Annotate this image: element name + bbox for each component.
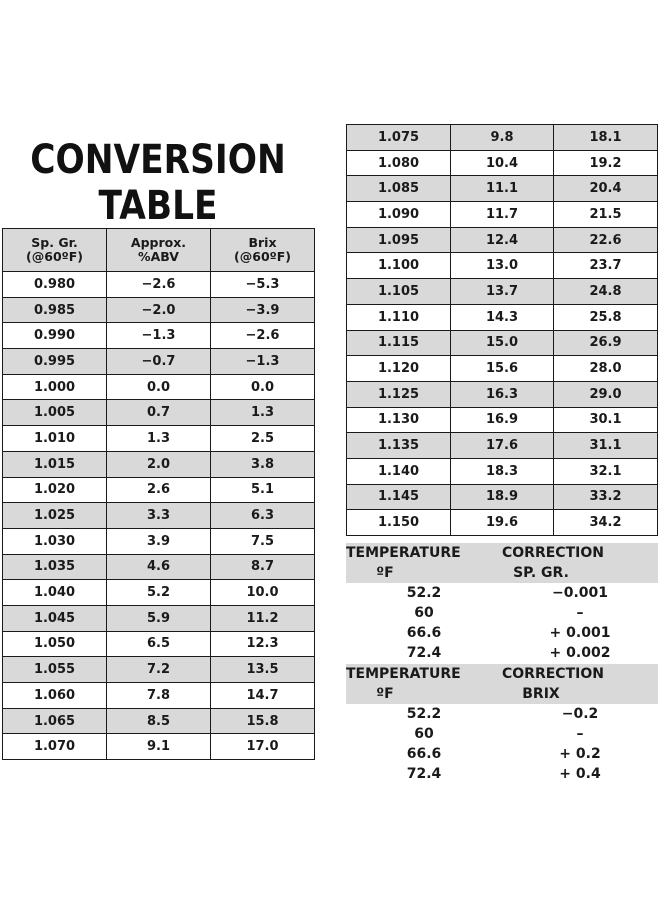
sp-gr-cell: 1.110	[347, 304, 451, 330]
table-row	[347, 510, 658, 536]
sp-gr-cell: 0.995	[3, 349, 107, 375]
abv-cell: 9.1	[107, 734, 211, 760]
table-row	[3, 374, 315, 400]
brix-cell: 30.1	[554, 407, 658, 433]
table-row	[347, 330, 658, 356]
sp-gr-cell: 1.080	[347, 150, 451, 176]
table-row	[347, 356, 658, 382]
correction-header-cell	[502, 664, 658, 704]
abv-cell: 0.0	[107, 374, 211, 400]
correction-value: –	[576, 605, 584, 621]
page-title-line2: TABLE	[98, 183, 218, 229]
abv-cell: 14.3	[451, 304, 554, 330]
abv-cell: 12.4	[451, 227, 554, 253]
sp-gr-cell: 1.140	[347, 458, 451, 484]
table-row	[3, 349, 315, 375]
table-row	[347, 407, 658, 433]
sp-gr-cell: 1.045	[3, 605, 107, 631]
table-row	[347, 458, 658, 484]
table-row	[347, 381, 658, 407]
table-row	[3, 297, 315, 323]
table-row	[3, 554, 315, 580]
brix-cell: 2.5	[211, 426, 315, 452]
abv-cell: 18.9	[451, 484, 554, 510]
abv-cell: 18.3	[451, 458, 554, 484]
temperature-value: 60	[414, 605, 434, 621]
table-row	[3, 683, 315, 709]
brix-cell: 7.5	[211, 528, 315, 554]
correction-value: –	[576, 726, 584, 742]
header-label: %ABV	[138, 249, 179, 264]
table-row	[3, 323, 315, 349]
table-row	[3, 528, 315, 554]
temperature-header	[346, 664, 502, 704]
abv-cell: 6.5	[107, 631, 211, 657]
table-row	[3, 426, 315, 452]
abv-cell: 10.4	[451, 150, 554, 176]
abv-cell: 1.3	[107, 426, 211, 452]
abv-cell: 16.9	[451, 407, 554, 433]
brix-cell: 32.1	[554, 458, 658, 484]
brix-cell: 10.0	[211, 580, 315, 606]
abv-cell: 11.7	[451, 202, 554, 228]
sp-gr-cell: 1.100	[347, 253, 451, 279]
correction-value: + 0.2	[559, 746, 601, 762]
correction-value: −0.2	[561, 706, 599, 722]
brix-cell: 25.8	[554, 304, 658, 330]
abv-cell: −2.0	[107, 297, 211, 323]
correction-row	[346, 704, 658, 724]
sp-gr-cell: 1.005	[3, 400, 107, 426]
table-row	[347, 125, 658, 151]
sp-gr-cell: 1.060	[3, 683, 107, 709]
brix-cell: 1.3	[211, 400, 315, 426]
temperature-value: 52.2	[406, 585, 442, 601]
sp-gr-cell: 1.040	[3, 580, 107, 606]
correction-row	[346, 623, 658, 643]
table-row	[347, 279, 658, 305]
brix-cell: −3.9	[211, 297, 315, 323]
conversion-table-right	[346, 124, 658, 536]
abv-cell: 3.3	[107, 503, 211, 529]
temperature-value: 66.6	[406, 625, 442, 641]
abv-cell: 15.6	[451, 356, 554, 382]
abv-cell: 11.1	[451, 176, 554, 202]
table-row	[3, 657, 315, 683]
table-row	[3, 631, 315, 657]
header-sp-gr	[3, 229, 107, 272]
brix-cell: 28.0	[554, 356, 658, 382]
abv-cell: 9.8	[451, 125, 554, 151]
brix-cell: 20.4	[554, 176, 658, 202]
table-row	[3, 734, 315, 760]
header-label: Approx.	[130, 235, 187, 250]
brix-cell: 11.2	[211, 605, 315, 631]
table-row	[347, 484, 658, 510]
brix-cell: 29.0	[554, 381, 658, 407]
temperature-value: 52.2	[406, 706, 442, 722]
brix-cell: 12.3	[211, 631, 315, 657]
sp-gr-cell: 1.085	[347, 176, 451, 202]
sp-gr-cell: 0.985	[3, 297, 107, 323]
table-row	[347, 253, 658, 279]
table-row	[3, 580, 315, 606]
brix-cell: 5.1	[211, 477, 315, 503]
sp-gr-cell: 1.035	[3, 554, 107, 580]
abv-cell: 8.5	[107, 708, 211, 734]
header-label: ºF	[376, 686, 394, 702]
header-label: TEMPERATURE	[346, 666, 461, 682]
sp-gr-cell: 1.130	[347, 407, 451, 433]
brix-cell: 19.2	[554, 150, 658, 176]
abv-cell: 13.7	[451, 279, 554, 305]
table-row	[347, 202, 658, 228]
brix-cell: 22.6	[554, 227, 658, 253]
correction-header	[346, 543, 658, 583]
brix-cell: −5.3	[211, 272, 315, 298]
temperature-correction-brix	[346, 664, 658, 784]
abv-cell: 5.9	[107, 605, 211, 631]
sp-gr-cell: 1.000	[3, 374, 107, 400]
sp-gr-cell: 1.125	[347, 381, 451, 407]
abv-cell: 17.6	[451, 433, 554, 459]
abv-cell: 2.0	[107, 451, 211, 477]
header-label: CORRECTION	[502, 666, 604, 682]
abv-cell: −2.6	[107, 272, 211, 298]
brix-cell: −2.6	[211, 323, 315, 349]
temperature-value: 72.4	[406, 766, 442, 782]
sp-gr-cell: 1.050	[3, 631, 107, 657]
abv-cell: 5.2	[107, 580, 211, 606]
abv-cell: −0.7	[107, 349, 211, 375]
abv-cell: 16.3	[451, 381, 554, 407]
sp-gr-cell: 1.090	[347, 202, 451, 228]
sp-gr-cell: 1.075	[347, 125, 451, 151]
sp-gr-cell: 0.980	[3, 272, 107, 298]
correction-row	[346, 603, 658, 623]
brix-cell: 23.7	[554, 253, 658, 279]
sp-gr-cell: 1.145	[347, 484, 451, 510]
header-label: TEMPERATURE	[346, 545, 461, 561]
abv-cell: 19.6	[451, 510, 554, 536]
temperature-value: 72.4	[406, 645, 442, 661]
sp-gr-cell: 1.025	[3, 503, 107, 529]
temperature-correction-sg	[346, 543, 658, 663]
abv-cell: 13.0	[451, 253, 554, 279]
table-row	[347, 176, 658, 202]
brix-cell: −1.3	[211, 349, 315, 375]
correction-row	[346, 583, 658, 603]
temperature-value: 66.6	[406, 746, 442, 762]
brix-cell: 6.3	[211, 503, 315, 529]
sp-gr-cell: 0.990	[3, 323, 107, 349]
sp-gr-cell: 1.010	[3, 426, 107, 452]
header-brix	[211, 229, 315, 272]
sp-gr-cell: 1.095	[347, 227, 451, 253]
sp-gr-cell: 1.015	[3, 451, 107, 477]
brix-cell: 13.5	[211, 657, 315, 683]
table-row	[3, 400, 315, 426]
abv-cell: 2.6	[107, 477, 211, 503]
brix-cell: 3.8	[211, 451, 315, 477]
brix-cell: 14.7	[211, 683, 315, 709]
table-row	[347, 150, 658, 176]
correction-row	[346, 724, 658, 744]
header-label: ºF	[376, 565, 394, 581]
header-label: (@60ºF)	[26, 249, 83, 264]
abv-cell: −1.3	[107, 323, 211, 349]
sp-gr-cell: 1.055	[3, 657, 107, 683]
abv-cell: 4.6	[107, 554, 211, 580]
table-row	[3, 503, 315, 529]
header-label: BRIX	[522, 686, 560, 702]
sp-gr-cell: 1.120	[347, 356, 451, 382]
temperature-header	[346, 543, 502, 583]
table-row	[3, 708, 315, 734]
table-row	[3, 451, 315, 477]
header-label: Sp. Gr.	[31, 235, 78, 250]
table-row	[3, 477, 315, 503]
brix-cell: 24.8	[554, 279, 658, 305]
brix-cell: 31.1	[554, 433, 658, 459]
sp-gr-cell: 1.020	[3, 477, 107, 503]
correction-row	[346, 764, 658, 784]
header-label: SP. GR.	[513, 565, 569, 581]
correction-header	[346, 664, 658, 704]
abv-cell: 0.7	[107, 400, 211, 426]
header-label: (@60ºF)	[234, 249, 291, 264]
brix-cell: 33.2	[554, 484, 658, 510]
correction-row	[346, 643, 658, 663]
sp-gr-cell: 1.105	[347, 279, 451, 305]
header-abv	[107, 229, 211, 272]
abv-cell: 3.9	[107, 528, 211, 554]
abv-cell: 7.2	[107, 657, 211, 683]
abv-cell: 7.8	[107, 683, 211, 709]
sp-gr-cell: 1.150	[347, 510, 451, 536]
table-row	[3, 605, 315, 631]
header-label: CORRECTION	[502, 545, 604, 561]
correction-value: + 0.4	[559, 766, 601, 782]
correction-value: + 0.002	[549, 645, 611, 661]
sp-gr-cell: 1.065	[3, 708, 107, 734]
sp-gr-cell: 1.070	[3, 734, 107, 760]
header-label: Brix	[248, 235, 277, 250]
table-row	[347, 433, 658, 459]
table-row	[3, 272, 315, 298]
correction-header-cell	[502, 543, 658, 583]
temperature-value: 60	[414, 726, 434, 742]
table-row	[347, 304, 658, 330]
sp-gr-cell: 1.135	[347, 433, 451, 459]
correction-row	[346, 744, 658, 764]
sp-gr-cell: 1.030	[3, 528, 107, 554]
brix-cell: 17.0	[211, 734, 315, 760]
brix-cell: 8.7	[211, 554, 315, 580]
brix-cell: 15.8	[211, 708, 315, 734]
correction-value: −0.001	[551, 585, 608, 601]
abv-cell: 15.0	[451, 330, 554, 356]
table-row	[347, 227, 658, 253]
brix-cell: 0.0	[211, 374, 315, 400]
brix-cell: 18.1	[554, 125, 658, 151]
conversion-table-left	[2, 228, 315, 760]
brix-cell: 21.5	[554, 202, 658, 228]
correction-value: + 0.001	[549, 625, 611, 641]
brix-cell: 26.9	[554, 330, 658, 356]
sp-gr-cell: 1.115	[347, 330, 451, 356]
brix-cell: 34.2	[554, 510, 658, 536]
page-title-line1: CONVERSION	[30, 137, 286, 183]
